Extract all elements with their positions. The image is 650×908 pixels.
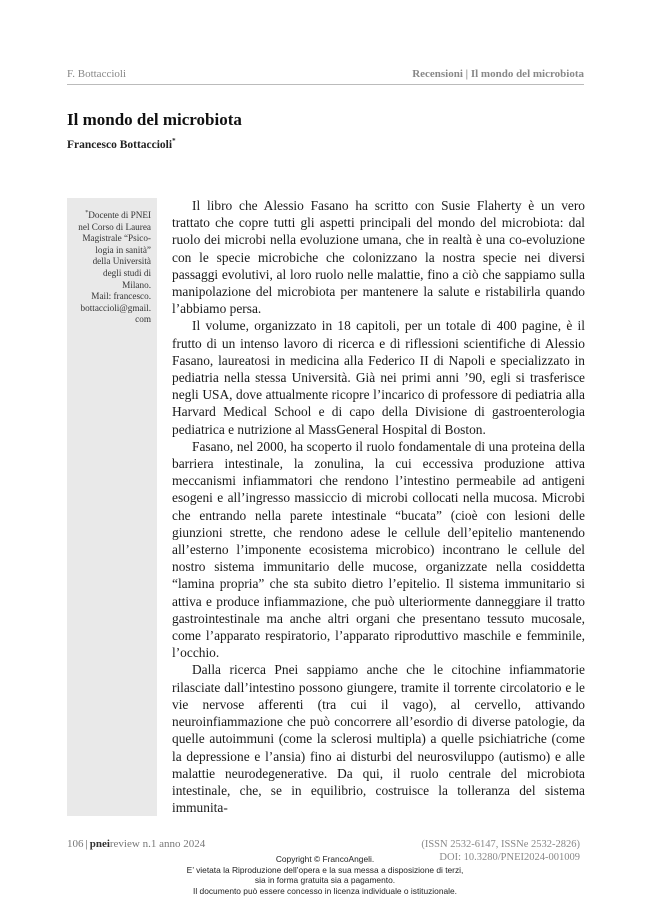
affiliation-line: degli studi di <box>103 268 151 279</box>
affiliation-line: della Università <box>92 256 151 267</box>
article-author <box>67 137 176 151</box>
author-name: Francesco Bottaccioli <box>67 138 173 151</box>
body-paragraph: Fasano, nel 2000, ha scoperto il ruolo fondamentale di una proteina della barriera intestinale, la zonulina, la cui eccessiva produzione attiva meccanismi infiammatori che rendono l’intestino permeabile ad antigeni esogeni e all’ingresso massiccio di microbi collocati nella mucosa. Microbi che entrando nella parete intestinale “bucata” (cioè con lesioni delle giunzioni strette, che rendono adese le cellule dell’epitelio mantenendo all’esterno l’imponente ecosistema microbico) incontrano le cellule del nostro sistema immunitario delle mucose, organizzate nella cosiddetta “lamina propria” che sta subito dietro l’epitelio. Il sistema immunitario si attiva e produce infiammazione, che può ulteriormente danneggiare il tratto gastrointestinale ma anche altri organi che presentano tessuto mucosale, come l’apparato respiratorio, l’apparato riproduttivo maschile e femminile, l’occhio. <box>172 438 585 661</box>
affiliation-line: Magistrale “Psico- <box>82 233 151 244</box>
footer-page-info <box>67 838 205 850</box>
copyright-line: E’ vietata la Riproduzione dell’opera e la sua messa a disposizione di terzi, <box>186 864 464 875</box>
affiliation-email-line: com <box>135 314 151 325</box>
copyright-line: Copyright © FrancoAngeli. <box>275 854 375 864</box>
affiliation-note <box>71 208 151 326</box>
article-title: Il mondo del microbiota <box>67 110 242 129</box>
author-affiliation-sidebar <box>67 198 157 816</box>
running-header-section: Recensioni | Il mondo del microbiota <box>412 68 584 80</box>
doi-text: DOI: 10.3280/PNEI2024-001009 <box>439 852 580 863</box>
footer-separator: | <box>85 838 88 850</box>
affiliation-email-line: bottaccioli@gmail. <box>80 302 151 313</box>
affiliation-line: Milano. <box>122 279 151 290</box>
affiliation-line: logia in sanità” <box>95 244 151 255</box>
body-paragraph: Il volume, organizzato in 18 capitoli, per un totale di 400 pagine, è il frutto di un intenso lavoro di ricerca e di riflessioni scientifiche di Alessio Fasano, laureatosi in medicina alla Federico II di Napoli e specializzato in pediatria nella stessa Università. Già nei primi anni ’90, egli si trasferisce negli USA, dove attualmente ricopre l’incarico di professore di pediatria alla Harvard Medical School e di capo della Divisione di gastroenterologia pediatrica e nutrizione al MassGeneral Hospital di Boston. <box>172 318 585 437</box>
copyright-notice <box>0 854 650 896</box>
author-footnote-mark: * <box>172 137 176 145</box>
journal-name-bold: pnei <box>89 838 110 850</box>
body-paragraph: Il libro che Alessio Fasano ha scritto con Susie Flaherty è un vero trattato che copre tutti gli aspetti principali del mondo del microbiota: dal ruolo dei microbi nella evoluzione umana, che in realtà è una co-evoluzione con le specie microbiche che colonizzano la nostra specie nei diversi passaggi evolutivi, al loro ruolo nelle malattie, fino a ciò che sappiamo sulla manipolazione del microbiota per mantenere la salute e ristabilirla quando l’abbiamo persa. <box>172 198 585 317</box>
body-paragraph: Dalla ricerca Pnei sappiamo anche che le citochine infiammatorie rilasciate dall’intestino possono giungere, tramite il torrente circolatorio e le vie nervose afferenti (tra cui il vago), al cervello, attivando neuroinfiammazione che può concorrere all’esordio di diverse patologie, da quelle autoimmuni (come la sclerosi multipla) a quelle psichiatriche (come la depressione e l’ansia) fino ai disturbi del neurosviluppo (autismo) e alle malattie neurodegenerative. Da qui, il ruolo centrale del microbiota intestinale, che, se in equilibrio, costruisce la tolleranza del sistema immunita- <box>172 662 585 816</box>
article-body <box>172 197 585 816</box>
affiliation-mark: * <box>85 210 89 216</box>
copyright-line: sia in forma gratuita sia a pagamento. <box>254 875 396 886</box>
affiliation-line: Docente di PNEI <box>88 210 151 221</box>
page-number: 106 <box>67 838 84 850</box>
running-header-author: F. Bottaccioli <box>67 68 127 80</box>
issn-text: (ISSN 2532-6147, ISSNe 2532-2826) <box>421 839 580 850</box>
header-rule <box>67 84 584 85</box>
affiliation-email-line: Mail: francesco. <box>91 291 151 302</box>
affiliation-line: nel Corso di Laurea <box>78 221 151 232</box>
journal-issue: review n.1 anno 2024 <box>109 838 206 850</box>
copyright-line: Il documento può essere concesso in licenza individuale o istituzionale. <box>193 885 457 896</box>
